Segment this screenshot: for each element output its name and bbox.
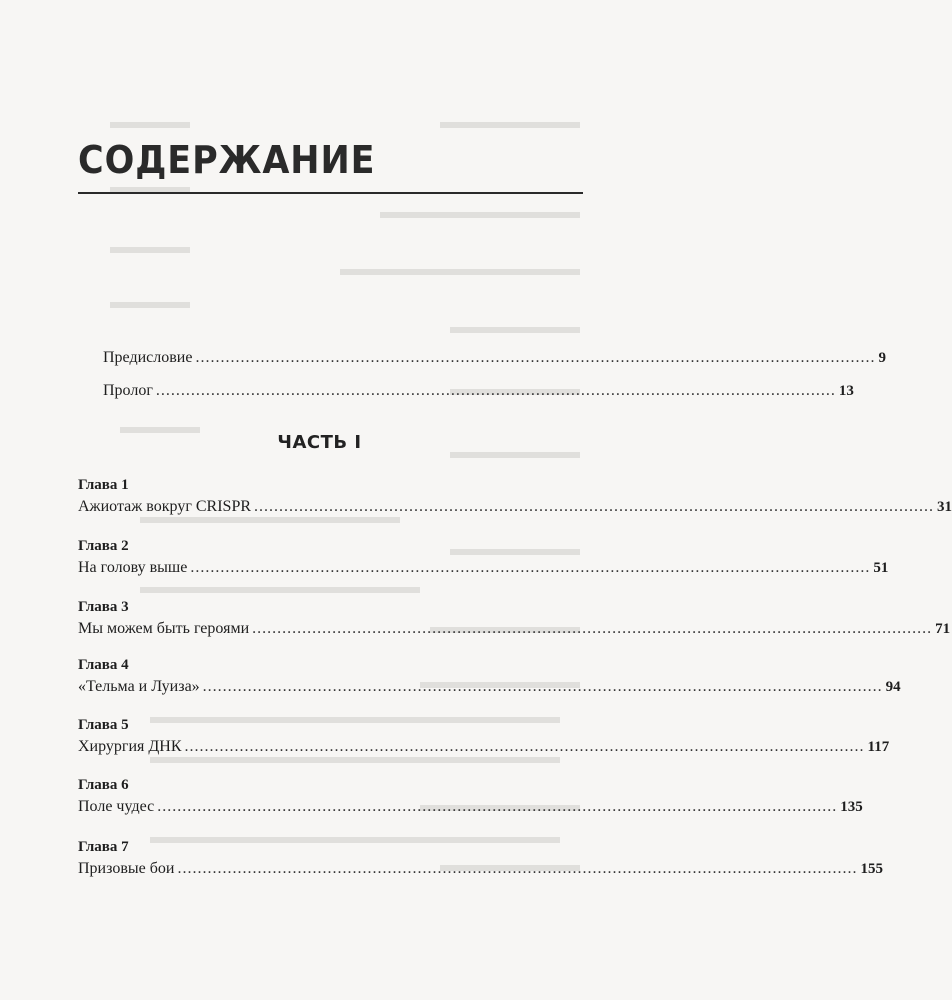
toc-page-number: 51	[873, 560, 889, 576]
toc-entry-chapter-1[interactable]	[78, 497, 952, 517]
chapter-label: Глава 1	[78, 477, 129, 493]
toc-entry-chapter-6[interactable]	[78, 797, 863, 817]
chapter-label: Глава 4	[78, 657, 129, 673]
toc-entry-chapter-3[interactable]	[78, 619, 951, 639]
toc-page-number: 117	[867, 739, 890, 755]
chapter-label: Глава 2	[78, 538, 129, 554]
toc-entry-title: Пролог	[103, 382, 153, 399]
dot-leader: ........................................................................................................................................	[155, 382, 836, 399]
toc-entry-preface[interactable]	[103, 348, 886, 368]
toc-page-number: 13	[838, 383, 854, 399]
toc-entry-chapter-2[interactable]	[78, 558, 889, 578]
dot-leader: ........................................................................................................................................	[202, 678, 883, 695]
toc-page-number: 71	[935, 621, 951, 637]
toc-entry-title: Поле чудес	[78, 798, 155, 815]
dot-leader: ........................................................................................................................................	[177, 860, 858, 877]
part-heading: ЧАСТЬ I	[277, 432, 362, 453]
toc-entry-chapter-5[interactable]	[78, 737, 890, 757]
toc-entry-title: Призовые бои	[78, 860, 175, 877]
chapter-label: Глава 3	[78, 599, 129, 615]
dot-leader: ........................................................................................................................................	[252, 620, 933, 637]
toc-entry-chapter-7[interactable]	[78, 859, 883, 879]
toc-entry-title: На голову выше	[78, 559, 188, 576]
page-title: СОДЕРЖАНИЕ	[78, 138, 376, 182]
dot-leader: ........................................................................................................................................	[195, 349, 876, 366]
chapter-label: Глава 7	[78, 839, 129, 855]
toc-entry-title: Мы можем быть героями	[78, 620, 250, 637]
dot-leader: ........................................................................................................................................	[157, 798, 838, 815]
toc-entry-title: Предисловие	[103, 349, 193, 366]
toc-entry-prologue[interactable]	[103, 381, 854, 401]
toc-page-number: 9	[878, 350, 886, 366]
toc-page-number: 94	[885, 679, 901, 695]
dot-leader: ........................................................................................................................................	[184, 738, 865, 755]
toc-page-number: 31	[937, 499, 952, 515]
toc-page-number: 135	[840, 799, 863, 815]
toc-page-number: 155	[860, 861, 883, 877]
toc-entry-title: Ажиотаж вокруг CRISPR	[78, 498, 252, 515]
chapter-label: Глава 5	[78, 717, 129, 733]
chapter-label: Глава 6	[78, 777, 129, 793]
toc-entry-title: Хирургия ДНК	[78, 738, 182, 755]
title-divider	[78, 192, 583, 194]
dot-leader: ........................................................................................................................................	[254, 498, 935, 515]
dot-leader: ........................................................................................................................................	[190, 559, 871, 576]
toc-entry-chapter-4[interactable]	[78, 677, 901, 697]
toc-entry-title: «Тельма и Луиза»	[78, 678, 200, 695]
